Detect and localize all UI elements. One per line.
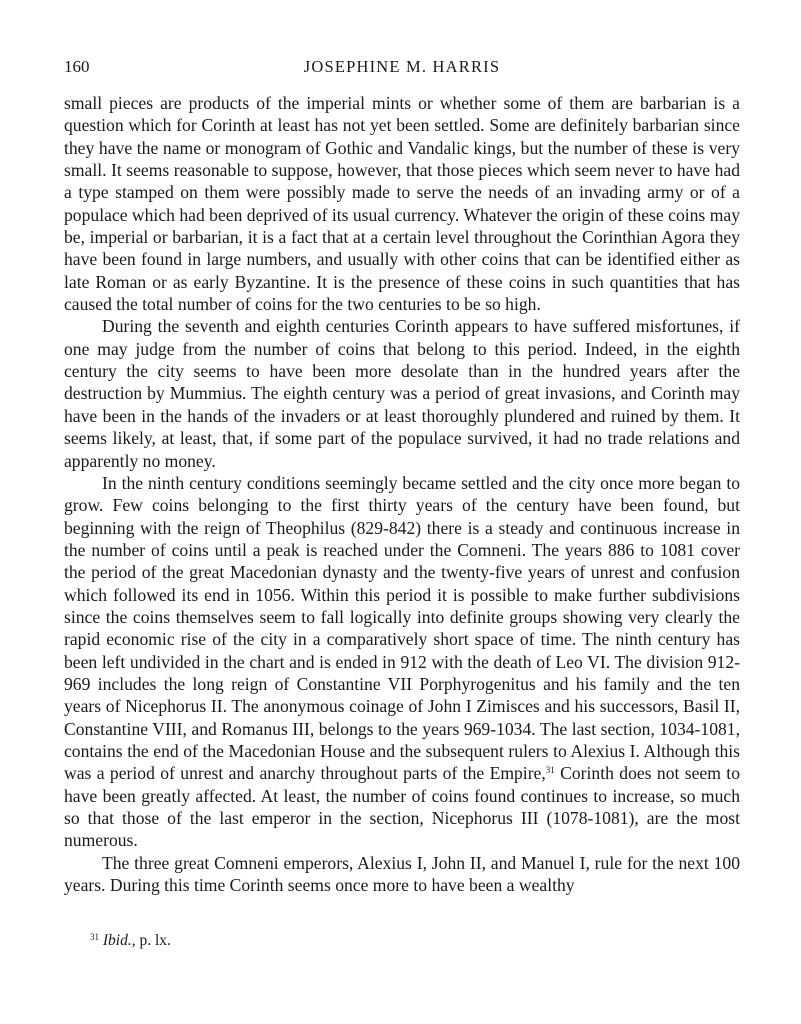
running-head bbox=[64, 57, 740, 79]
paragraph-continued: small pieces are products of the imperial mints or whether some of them are barbarian is a question which for Corinth at least has not yet been settled. Some are definitely barbarian since they have the name or monogram of Gothic and Vandalic kings, but the number of these is very small. It seems reasonable to suppose, however, that those pieces which seem never to have had a type stamped on them were possibly made to serve the needs of an invading army or of a populace which had been deprived of its usual currency. Whatever the origin of these coins may be, imperial or barbarian, it is a fact that at a certain level throughout the Corinthian Agora they have been found in large numbers, and usually with other coins that can be identified either as late Roman or as early Byzantine. It is the presence of these coins in such quantities that has caused the total number of coins for the two centuries to be so high. bbox=[64, 93, 740, 315]
paragraph-seventh-eighth-centuries: During the seventh and eighth centuries Corinth appears to have suffered misfortunes, if one may judge from the number of coins that belong to this period. Indeed, in the eighth century the city seems to have been more desolate than in the hundred years after the destruction by Mummius. The eighth century was a period of great invasions, and Corinth may have been in the hands of the invaders or at least thoroughly plundered and ruined by them. It seems likely, at least, that, if some part of the populace survived, it had no trade relations and apparently no money. bbox=[64, 316, 740, 471]
footnote-text: , p. lx. bbox=[131, 932, 171, 949]
paragraph-ninth-century bbox=[64, 472, 740, 852]
page-number: 160 bbox=[64, 57, 90, 76]
paragraph-text: In the ninth century conditions seemingly became settled and the city once more began to grow. Few coins belonging to the first thirty years of the century have been found, but beginning with the reign of Theophilus (829-842) there is a steady and continuous increase in the number of coins until a peak is reached under the Comneni. The years 886 to 1081 cover the period of the great Macedonian dynasty and the twenty-five years of unrest and confusion which followed its end in 1056. Within this period it is possible to make further subdivisions since the coins themselves seem to fall logically into definite groups showing very clearly the rapid economic rise of the city in a comparatively short space of time. The ninth century has been left undivided in the chart and is ended in 912 with the death of Leo VI. The division 912-969 includes the long reign of Constantine VII Porphyrogenitus and his family and the ten years of Nicephorus II. The anonymous coinage of John I Zimisces and his successors, Basil II, Constantine VIII, and Romanus III, belongs to the years 969-1034. The last section, 1034-1081, contains the end of the Macedonian House and the subsequent rulers to Alexius I. Although this was a period of unrest and anarchy throughout parts of the Empire, bbox=[64, 472, 740, 784]
footnote-source: Ibid. bbox=[102, 932, 132, 949]
running-head-title: JOSEPHINE M. HARRIS bbox=[303, 57, 501, 76]
footnote bbox=[90, 932, 730, 950]
footnote-reference: 31 bbox=[545, 765, 555, 776]
footnote-marker: 31 bbox=[90, 932, 99, 942]
body-text bbox=[64, 92, 740, 896]
paragraph-comneni: The three great Comneni emperors, Alexius I, John II, and Manuel I, rule for the next 100 years. During this time Corinth seems once more to have been a wealthy bbox=[64, 852, 740, 896]
paragraph-text: Corinth does not seem to have been greatly affected. At least, the number of coins found continues to increase, so much so that those of the last emperor in the section, Nicephorus III (1078-1081), are the most numerous. bbox=[64, 763, 740, 851]
